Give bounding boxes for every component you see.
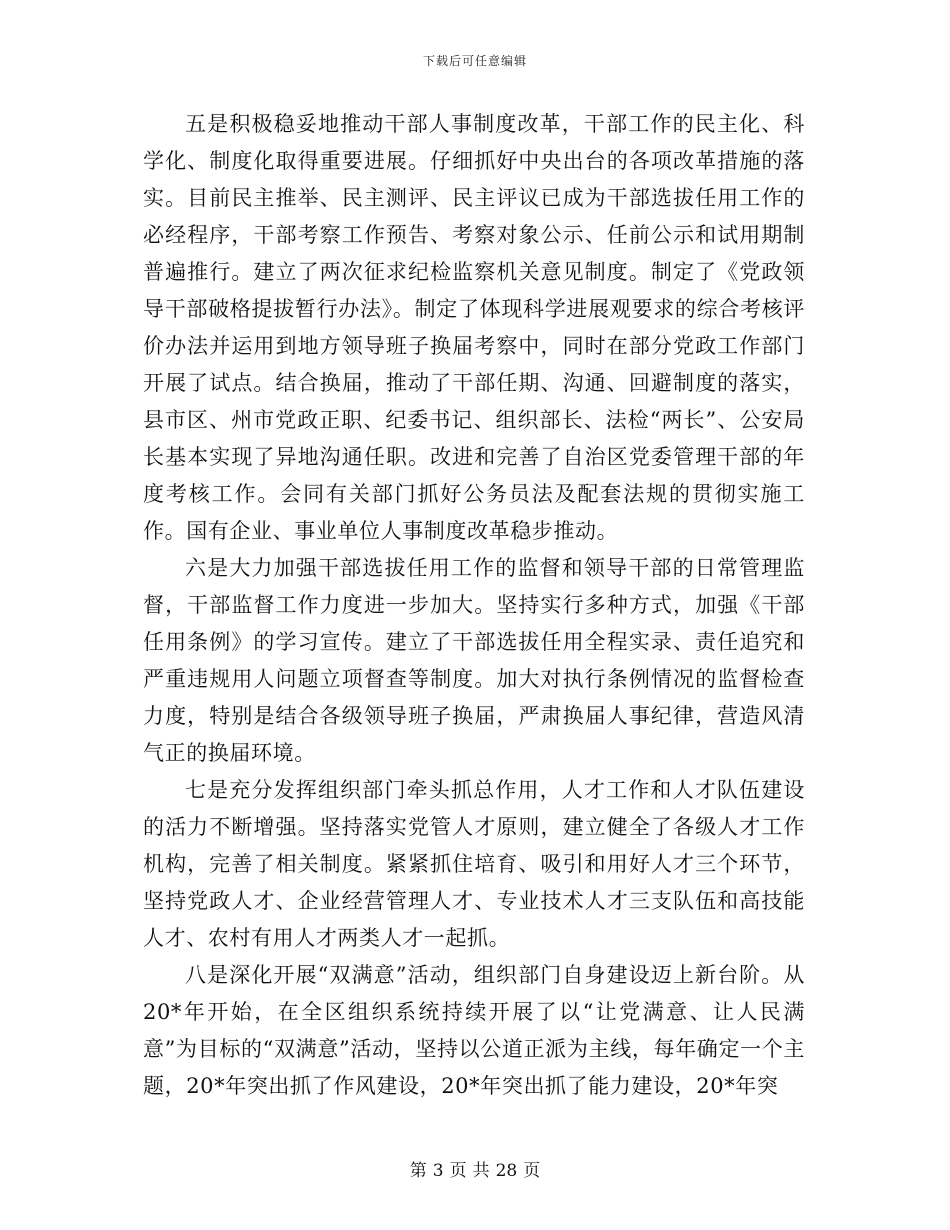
footer-total-prefix: 共: [472, 1161, 490, 1181]
paragraph-five: 五是积极稳妥地推动干部人事制度改革，干部工作的民主化、科学化、制度化取得重要进展。仔细抓好中央出台的各项改革措施的落实。目前民主推举、民主测评、民主评议已成为干部选拔任用工作的必经程序，干部考察工作预告、考察对象公示、任前公示和试用期制普遍推行。建立了两次征求纪检监察机关意见制度。制定了《党政领导干部破格提拔暂行办法》。制定了体现科学进展观要求的综合考核评价办法并运用到地方领导班子换届考察中，同时在部分党政工作部门开展了试点。结合换届，推动了干部任期、沟通、回避制度的落实，县市区、州市党政正职、纪委书记、组织部长、法检“两长”、公安局长基本实现了异地沟通任职。改进和完善了自治区党委管理干部的年度考核工作。会同有关部门抓好公务员法及配套法规的贯彻实施工作。国有企业、事业单位人事制度改革稳步推动。: [143, 112, 805, 543]
paragraph-six: 六是大力加强干部选拔任用工作的监督和领导干部的日常管理监督，干部监督工作力度进一步加大。坚持实行多种方式，加强《干部任用条例》的学习宣传。建立了干部选拔任用全程实录、责任追究和严重违规用人问题立项督查等制度。加大对执行条例情况的监督检查力度，特别是结合各级领导班子换届，严肃换届人事纪律，营造风清气正的换届环境。: [143, 556, 805, 765]
paragraph-eight: 八是深化开展“双满意”活动，组织部门自身建设迈上新台阶。从20*年开始，在全区组织系统持续开展了以“让党满意、让人民满意”为目标的“双满意”活动，坚持以公道正派为主线，每年确定一个主题，20*年突出抓了作风建设，20*年突出抓了能力建设，20*年突: [143, 963, 805, 1098]
footer-prefix: 第: [409, 1161, 427, 1181]
footer-page-label: 页: [449, 1161, 467, 1181]
footer-total-pages: 28: [495, 1161, 518, 1181]
paragraph-seven: 七是充分发挥组织部门牵头抓总作用，人才工作和人才队伍建设的活力不断增强。坚持落实党管人才原则，建立健全了各级人才工作机构，完善了相关制度。紧紧抓住培育、吸引和用好人才三个环节，坚持党政人才、企业经营管理人才、专业技术人才三支队伍和高技能人才、农村有用人才两类人才一起抓。: [143, 778, 805, 950]
page-header: 下载后可任意编辑: [422, 54, 527, 68]
footer-page-number: 3: [432, 1161, 444, 1181]
page-footer: [0, 1156, 950, 1181]
footer-total-label: 页: [523, 1161, 541, 1181]
document-body: [143, 106, 805, 1105]
